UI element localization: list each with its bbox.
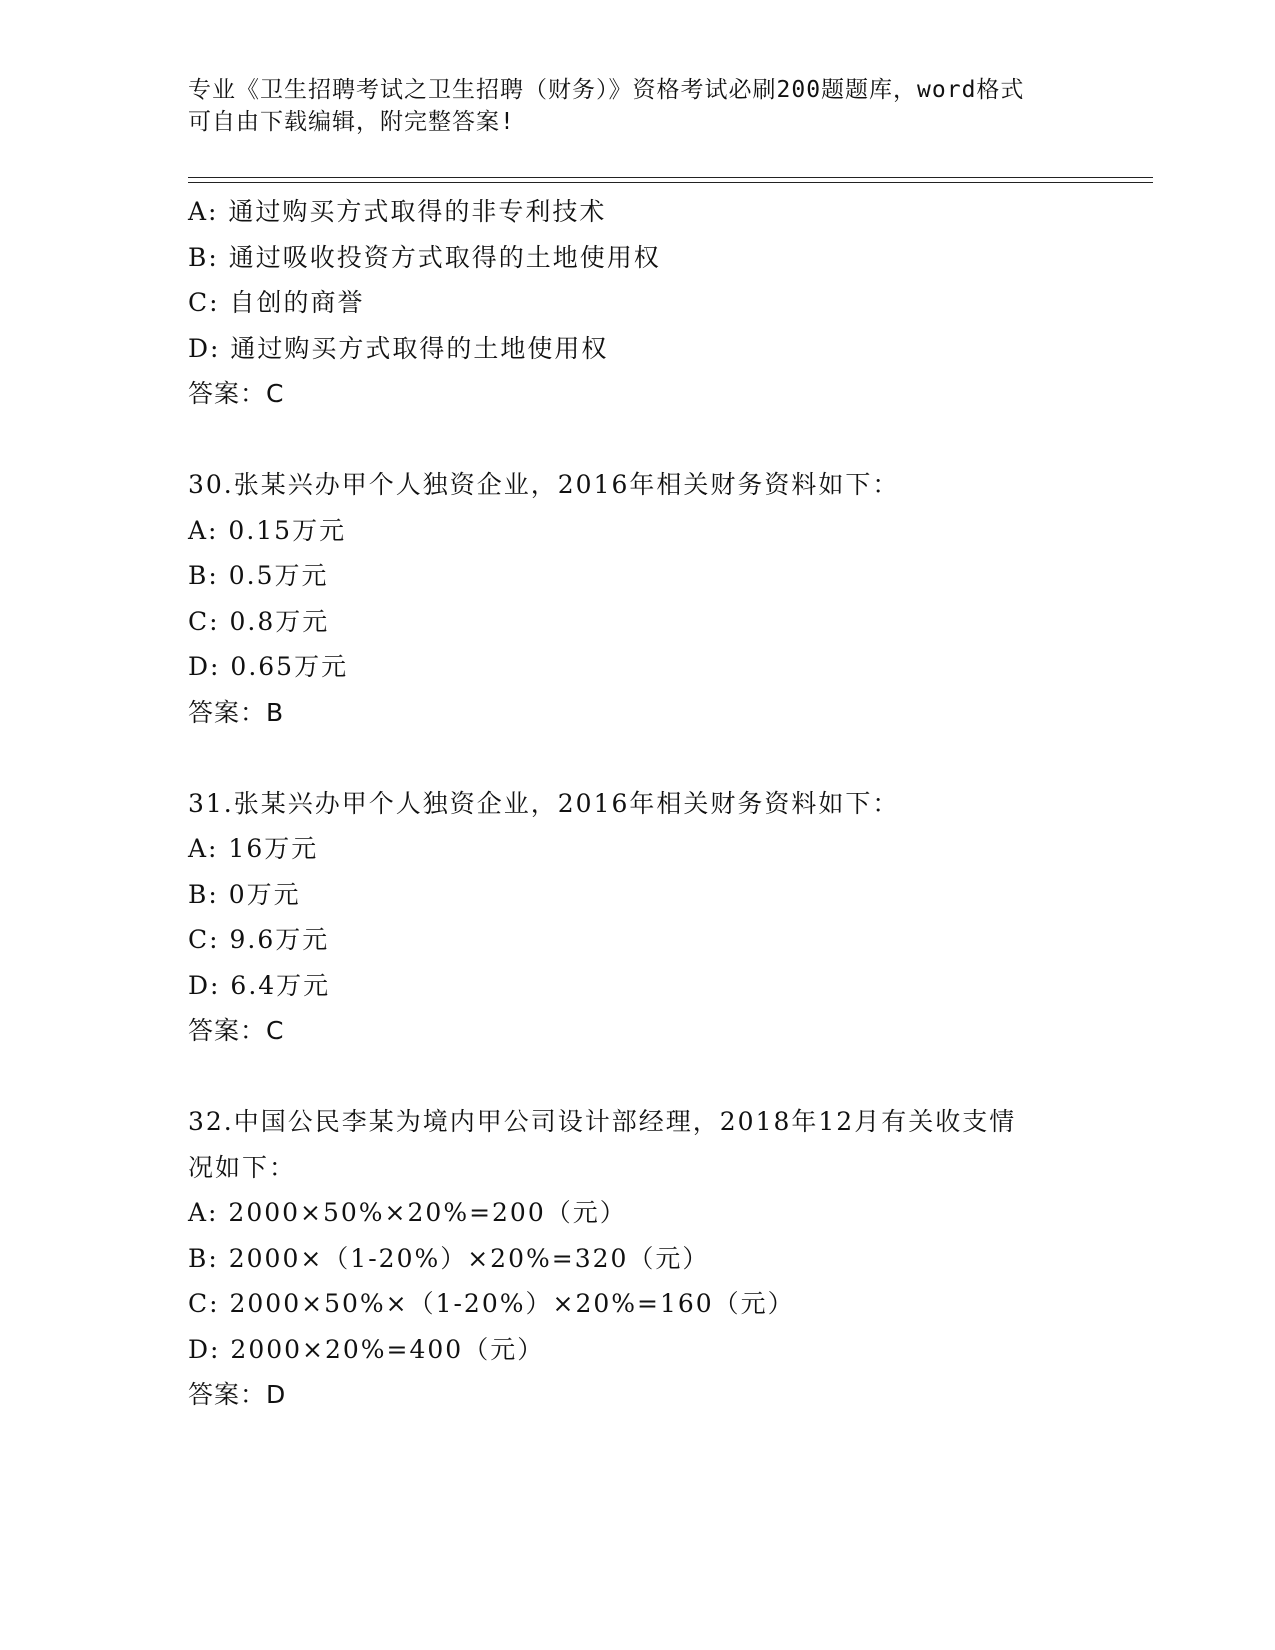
option-c: C: 0.8万元 — [188, 606, 330, 636]
option-d: D: 6.4万元 — [188, 970, 331, 1000]
option-c: C: 2000×50%×（1-20%）×20%=160（元） — [188, 1289, 795, 1318]
option-d: D: 通过购买方式取得的土地使用权 — [188, 333, 609, 363]
option-a: A: 通过购买方式取得的非专利技术 — [188, 197, 607, 226]
option-c: C: 自创的商誉 — [188, 288, 365, 317]
option-b: B: 0.5万元 — [188, 561, 329, 590]
option-d: D: 2000×20%=400（元） — [188, 1334, 545, 1364]
header-line-1: 专业《卫生招聘考试之卫生招聘（财务）》资格考试必刷200题题库，word格式 — [188, 77, 1025, 103]
option-a: A: 2000×50%×20%=200（元） — [188, 1198, 627, 1227]
answer-line: 答案：B — [188, 697, 285, 727]
answer-line: 答案：C — [188, 379, 285, 408]
question-stem: 30.张某兴办甲个人独资企业，2016年相关财务资料如下： — [188, 470, 900, 499]
option-b: B: 通过吸收投资方式取得的土地使用权 — [188, 242, 661, 272]
question-stem: 31.张某兴办甲个人独资企业，2016年相关财务资料如下： — [188, 788, 900, 818]
header-divider-bottom — [188, 182, 1153, 183]
header-line-2: 可自由下载编辑，附完整答案! — [188, 109, 515, 135]
option-a: A: 16万元 — [188, 834, 319, 863]
document-header — [188, 74, 1068, 138]
spacer — [188, 1054, 1088, 1100]
spacer — [188, 735, 1088, 781]
option-b: B: 2000×（1-20%）×20%=320（元） — [188, 1243, 710, 1273]
spacer — [188, 417, 1088, 463]
question-stem-line-2: 况如下： — [188, 1152, 297, 1182]
question-list — [188, 189, 1088, 1418]
option-b: B: 0万元 — [188, 879, 301, 909]
question-block-31 — [188, 781, 1088, 1054]
option-c: C: 9.6万元 — [188, 925, 330, 954]
header-divider-top — [188, 177, 1153, 178]
option-a: A: 0.15万元 — [188, 515, 347, 545]
answer-line: 答案：D — [188, 1380, 287, 1409]
answer-line: 答案：C — [188, 1016, 285, 1045]
question-block-32 — [188, 1099, 1088, 1418]
option-d: D: 0.65万元 — [188, 652, 349, 681]
question-block-30 — [188, 462, 1088, 735]
question-stem-line-1: 32.中国公民李某为境内甲公司设计部经理，2018年12月有关收支情 — [188, 1107, 1017, 1136]
question-block-previous — [188, 189, 1088, 417]
